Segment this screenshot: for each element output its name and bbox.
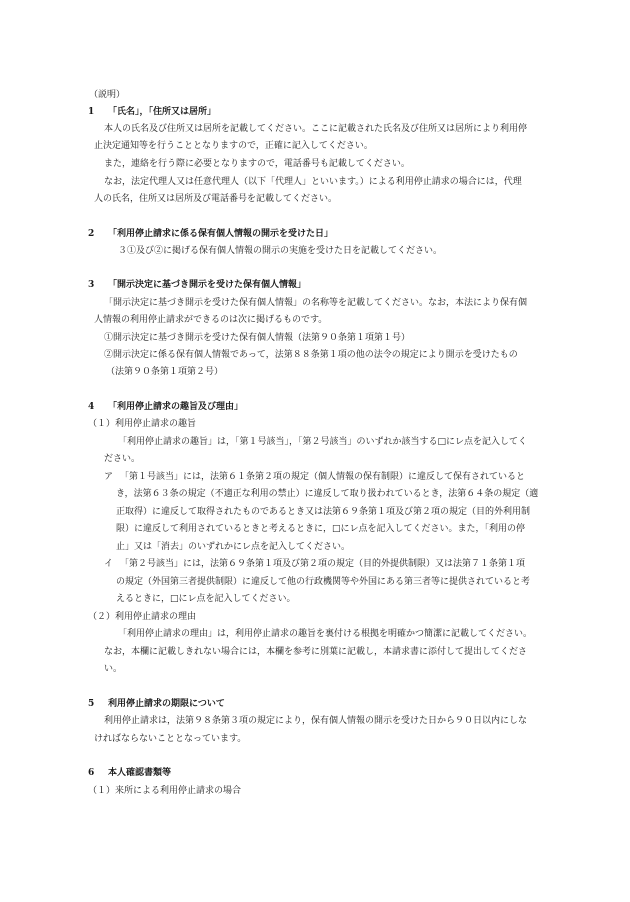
section-6-sub1-label: （１）来所による利用停止請求の場合 — [88, 786, 242, 796]
item-i-text: えるときに，□にレ点を記入してください。 — [116, 594, 296, 604]
section-1-text: なお，法定代理人又は任意代理人（以下「代理人」といいます。）による利用停止請求の場合には，代理 — [104, 177, 522, 187]
section-2-number: 2 — [88, 229, 95, 239]
section-3-text: 「開示決定に基づき開示を受けた保有個人情報」の名称等を記載してください。なお，本法により保有個 — [104, 298, 528, 308]
section-2-text: ３①及び②に掲げる保有個人情報の開示の実施を受けた日を記載してください。 — [118, 246, 443, 256]
section-1-text: また，連絡を行う際に必要となりますので，電話番号も記載してください。 — [104, 159, 410, 169]
item-a-text: 正取得）に違反して取得されたものであるとき又は法第６９条第１項及び第２項の規定（目的外利用制 — [116, 507, 531, 517]
section-6-heading: 本人確認書類等 — [108, 768, 172, 778]
section-3-number: 3 — [88, 280, 95, 290]
section-4-number: 4 — [88, 402, 95, 412]
section-5-text: ければならないこととなっています。 — [94, 734, 247, 744]
section-4-sub1-text: 「利用停止請求の趣旨」は，「第１号該当」，「第２号該当」のいずれか該当する□にレ点を記入してく — [118, 437, 528, 447]
section-2-heading: 「利用停止請求に係る保有個人情報の開示を受けた日」 — [108, 229, 334, 239]
item-i-text: 「第２号該当」には，法第６９条第１項及び第２項の規定（目的外提供制限）又は法第７１条第１項 — [120, 559, 526, 569]
section-4-sub1-label: （１）利用停止請求の趣旨 — [88, 419, 197, 429]
section-4-sub2-text: い。 — [104, 664, 123, 674]
section-4-sub1-text: ださい。 — [104, 454, 141, 464]
item-i-text: の規定（外国第三者提供制限）に違反して他の行政機関等や外国にある第三者等に提供されていると考 — [116, 577, 531, 587]
item-a-text: き，法第６３条の規定（不適正な利用の禁止）に違反して取り扱われているとき，法第６４条の規定（適 — [116, 489, 539, 499]
section-1-number: 1 — [88, 107, 95, 117]
section-1-heading: 「氏名」，「住所又は居所」 — [108, 107, 217, 117]
section-3-item: （法第９０条第１項第２号） — [106, 367, 224, 377]
section-1-text: 人の氏名，住所又は居所及び電話番号を記載してください。 — [94, 194, 338, 204]
section-5-text: 利用停止請求は，法第９８条第３項の規定により，保有個人情報の開示を受けた日から９０日以内にしな — [104, 716, 528, 726]
section-1-text: 本人の氏名及び住所又は居所を記載してください。ここに記載された氏名及び住所又は居所により利用停 — [104, 124, 528, 134]
section-5-heading: 利用停止請求の期限について — [108, 699, 225, 709]
section-4-sub2-label: （２）利用停止請求の理由 — [88, 612, 197, 622]
section-3-heading: 「開示決定に基づき開示を受けた保有個人情報」 — [108, 280, 307, 290]
section-5-number: 5 — [88, 699, 95, 709]
item-i-label: イ — [104, 559, 114, 569]
item-a-label: ア — [104, 472, 114, 482]
item-a-text: 止」又は「消去」のいずれかにレ点を記入してください。 — [116, 542, 351, 552]
section-3-text: 人情報の利用停止請求ができるのは次に掲げるものです。 — [94, 315, 328, 325]
section-6-number: 6 — [88, 768, 95, 778]
section-3-item: ①開示決定に基づき開示を受けた保有個人情報（法第９０条第１項第１号） — [104, 333, 411, 343]
section-4-sub2-text: 「利用停止請求の理由」は，利用停止請求の趣旨を裏付ける根拠を明確かつ簡潔に記載してください。 — [118, 629, 533, 639]
section-4-heading: 「利用停止請求の趣旨及び理由」 — [108, 402, 244, 412]
section-3-item: ②開示決定に係る保有個人情報であって，法第８８条第１項の他の法令の規定により開示を受けたもの — [104, 350, 518, 360]
note-label: （説明） — [89, 90, 126, 100]
section-4-sub2-text: なお，本欄に記載しきれない場合には，本欄を参考に別葉に記載し，本請求書に添付して提出してくださ — [104, 647, 528, 657]
item-a-text: 限）に違反して利用されているときと考えるときに，□にレ点を記入してください。また，「利用の停 — [116, 524, 526, 534]
item-a-text: 「第１号該当」には，法第６１条第２項の規定（個人情報の保有制限）に違反して保有されていると — [120, 472, 526, 482]
section-1-text: 止決定通知等を行うこととなりますので，正確に記入してください。 — [94, 141, 373, 151]
